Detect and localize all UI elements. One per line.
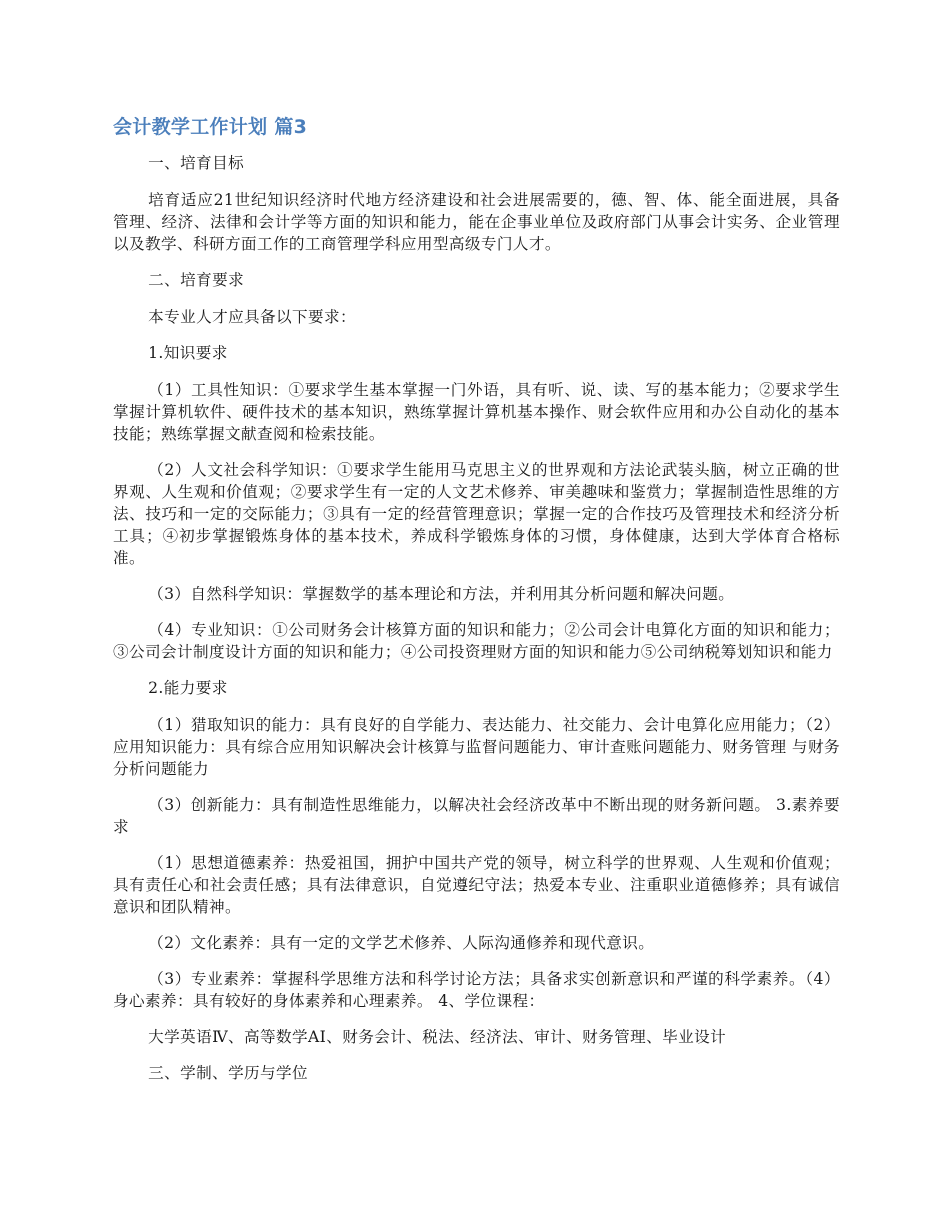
- paragraph-goals: 培育适应21世纪知识经济时代地方经济建设和社会进展需要的，德、智、体、能全面进展，具备管理、经济、法律和会计学等方面的知识和能力，能在企事业单位及政府部门从事会计实务、企业管理以及教学、科研方面工作的工商管理学科应用型高级专门人才。: [113, 191, 840, 253]
- paragraph-innovation-ability: （3）创新能力：具有制造性思维能力，以解决社会经济改革中不断出现的财务新问题。 3.素养要求: [113, 796, 840, 836]
- paragraph-degree-courses: 大学英语Ⅳ、高等数学AI、财务会计、税法、经济法、审计、财务管理、毕业设计: [148, 1028, 727, 1046]
- subheading-ability: 2.能力要求: [148, 679, 228, 697]
- section-heading-goals: 一、培育目标: [148, 154, 245, 172]
- paragraph-tool-knowledge: （1）工具性知识：①要求学生基本掌握一门外语，具有听、说、读、写的基本能力；②要求学生掌握计算机软件、硬件技术的基本知识，熟练掌握计算机基本操作、财会软件应用和办公自动化的基本技能；熟练掌握文献查阅和检索技能。: [113, 381, 840, 443]
- paragraph-moral-quality: （1）思想道德素养：热爱祖国，拥护中国共产党的领导，树立科学的世界观、人生观和价值观；具有责任心和社会责任感；具有法律意识，自觉遵纪守法；热爱本专业、注重职业道德修养；具有诚信意识和团队精神。: [113, 854, 840, 916]
- paragraph-requirements-intro: 本专业人才应具备以下要求：: [148, 308, 357, 326]
- document-title: 会计教学工作计划 篇3: [113, 116, 308, 138]
- section-heading-schooling: 三、学制、学历与学位: [148, 1064, 309, 1082]
- section-heading-requirements: 二、培育要求: [148, 271, 245, 289]
- subheading-knowledge: 1.知识要求: [148, 344, 228, 362]
- paragraph-professional-knowledge: （4）专业知识：①公司财务会计核算方面的知识和能力；②公司会计电算化方面的知识和能力；③公司会计制度设计方面的知识和能力；④公司投资理财方面的知识和能力⑤公司纳税筹划知识和能力: [113, 621, 840, 661]
- paragraph-science-knowledge: （3）自然科学知识：掌握数学的基本理论和方法，并利用其分析问题和解决问题。: [148, 585, 735, 603]
- paragraph-cultural-quality: （2）文化素养：具有一定的文学艺术修养、人际沟通修养和现代意识。: [148, 934, 655, 952]
- paragraph-professional-quality: （3）专业素养：掌握科学思维方法和科学讨论方法；具备求实创新意识和严谨的科学素养。（4）身心素养：具有较好的身体素养和心理素养。 4、学位课程：: [113, 970, 840, 1010]
- paragraph-acquire-apply-ability: （1）猎取知识的能力：具有良好的自学能力、表达能力、社交能力、会计电算化应用能力；（2）应用知识能力：具有综合应用知识解决会计核算与监督问题能力、审计查账问题能力、财务管理 与财务分析问题能力: [113, 716, 840, 778]
- paragraph-humanities-knowledge: （2）人文社会科学知识：①要求学生能用马克思主义的世界观和方法论武装头脑，树立正确的世界观、人生观和价值观；②要求学生有一定的人文艺术修养、审美趣味和鉴赏力；掌握制造性思维的方法、技巧和一定的交际能力；③具有一定的经营管理意识；掌握一定的合作技巧及管理技术和经济分析工具；④初步掌握锻炼身体的基本技术，养成科学锻炼身体的习惯，身体健康，达到大学体育合格标准。: [113, 461, 840, 567]
